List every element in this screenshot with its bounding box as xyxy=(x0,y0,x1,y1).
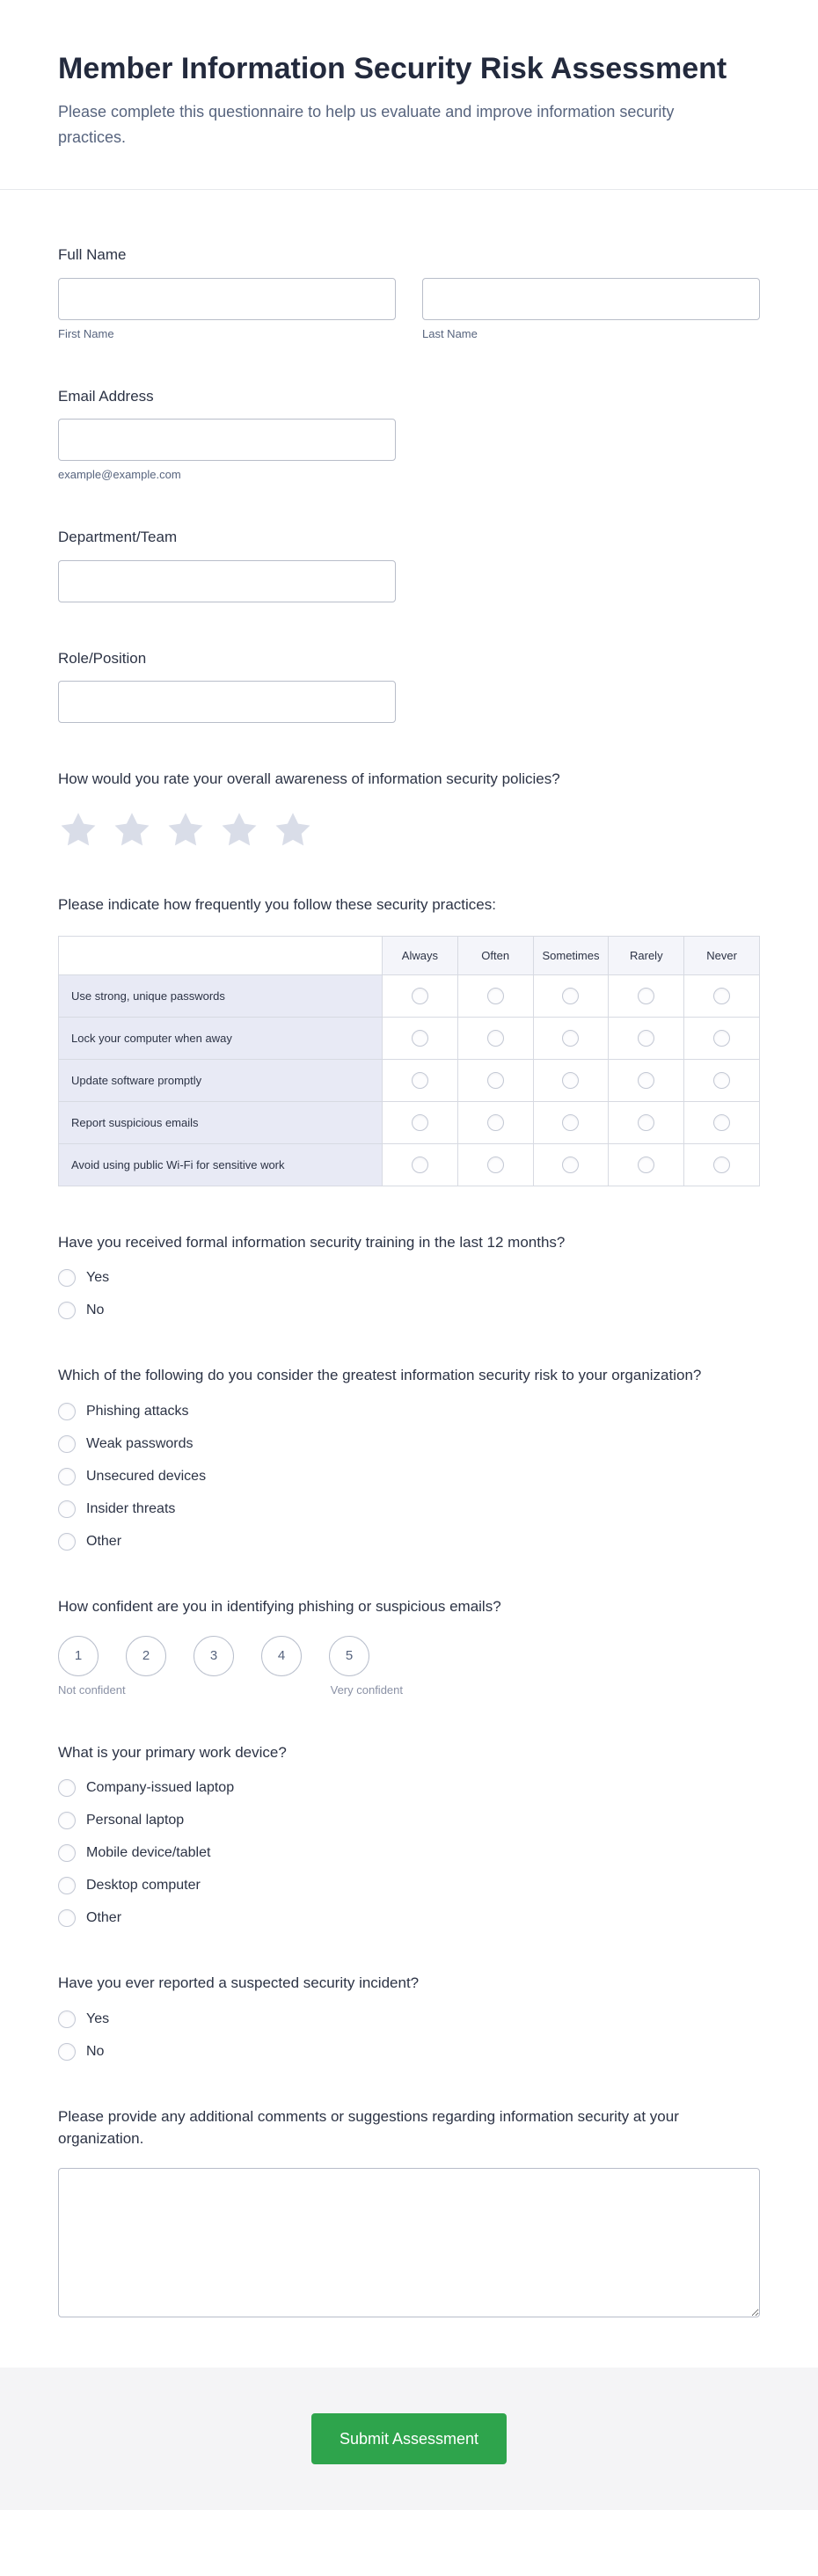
matrix-radio-cell[interactable] xyxy=(533,1059,609,1101)
first-name-input[interactable] xyxy=(58,278,396,320)
option-label: No xyxy=(86,1303,105,1318)
role-label: Role/Position xyxy=(58,649,147,667)
field-practices-matrix xyxy=(58,894,760,1186)
matrix-radio-cell[interactable] xyxy=(457,1017,533,1059)
radio-icon xyxy=(412,1072,428,1089)
practices-matrix-table xyxy=(58,936,760,1186)
field-email xyxy=(58,386,760,482)
option-label: Insider threats xyxy=(86,1501,176,1517)
radio-icon xyxy=(58,1435,76,1453)
option-label: No xyxy=(86,2043,105,2059)
radio-icon xyxy=(487,1157,504,1173)
radio-icon xyxy=(562,1030,579,1047)
field-phishing-confidence xyxy=(58,1596,760,1697)
greatest-risk-options xyxy=(58,1403,760,1551)
field-full-name xyxy=(58,244,760,340)
radio-icon xyxy=(562,1114,579,1131)
confidence-scale-labels xyxy=(58,1683,403,1697)
star-icon[interactable] xyxy=(273,810,313,849)
radio-icon xyxy=(562,1072,579,1089)
matrix-header-row xyxy=(59,936,760,974)
confidence-scale xyxy=(58,1636,375,1676)
matrix-radio-cell[interactable] xyxy=(684,1101,760,1143)
radio-icon xyxy=(638,1114,654,1131)
matrix-radio-cell[interactable] xyxy=(383,1059,458,1101)
radio-option[interactable] xyxy=(58,1269,760,1287)
field-incident-report xyxy=(58,1973,760,2061)
confidence-question: How confident are you in identifying phishing or suspicious emails? xyxy=(58,1598,501,1616)
radio-icon xyxy=(58,1877,76,1894)
radio-icon xyxy=(487,1114,504,1131)
option-label: Other xyxy=(86,1910,122,1926)
option-label: Phishing attacks xyxy=(86,1404,189,1419)
radio-icon xyxy=(58,1812,76,1829)
radio-icon xyxy=(58,1302,76,1319)
first-name-sublabel: First Name xyxy=(58,326,114,340)
matrix-row-label: Avoid using public Wi-Fi for sensitive work xyxy=(59,1143,383,1186)
matrix-row xyxy=(59,1017,760,1059)
scale-option-1[interactable]: 1 xyxy=(58,1636,99,1676)
field-primary-device xyxy=(58,1742,760,1928)
radio-icon xyxy=(638,1072,654,1089)
radio-icon xyxy=(58,1533,76,1551)
field-awareness-rating xyxy=(58,769,760,849)
radio-icon xyxy=(58,1844,76,1862)
greatest-risk-question: Which of the following do you consider the greatest information security risk to your organization? xyxy=(58,1367,702,1384)
field-greatest-risk xyxy=(58,1365,760,1551)
radio-icon xyxy=(58,2010,76,2028)
full-name-row xyxy=(58,278,760,340)
department-input[interactable] xyxy=(58,560,396,602)
radio-icon xyxy=(412,1157,428,1173)
primary-device-options xyxy=(58,1779,760,1927)
option-label: Weak passwords xyxy=(86,1436,194,1452)
last-name-input[interactable] xyxy=(422,278,760,320)
option-label: Company-issued laptop xyxy=(86,1780,235,1796)
radio-option[interactable] xyxy=(58,1403,760,1420)
radio-icon xyxy=(638,1030,654,1047)
matrix-row-label: Lock your computer when away xyxy=(59,1017,383,1059)
scale-option-5[interactable]: 5 xyxy=(329,1636,369,1676)
radio-icon xyxy=(412,988,428,1004)
radio-icon xyxy=(58,1468,76,1485)
field-department xyxy=(58,527,760,602)
matrix-radio-cell[interactable] xyxy=(383,974,458,1017)
matrix-column-header: Rarely xyxy=(609,936,684,974)
scale-right-label: Very confident xyxy=(330,1682,403,1697)
matrix-row xyxy=(59,1059,760,1101)
field-role xyxy=(58,648,760,724)
incident-question: Have you ever reported a suspected security incident? xyxy=(58,1974,420,1992)
radio-icon xyxy=(412,1114,428,1131)
radio-icon xyxy=(487,1072,504,1089)
matrix-radio-cell[interactable] xyxy=(609,1059,684,1101)
radio-option[interactable] xyxy=(58,1844,760,1862)
radio-icon xyxy=(713,1157,730,1173)
radio-option[interactable] xyxy=(58,1909,760,1927)
matrix-column-header: Sometimes xyxy=(533,936,609,974)
matrix-column-header: Often xyxy=(457,936,533,974)
matrix-row-label: Use strong, unique passwords xyxy=(59,974,383,1017)
radio-icon xyxy=(58,1500,76,1518)
radio-option[interactable] xyxy=(58,1468,760,1485)
matrix-radio-cell[interactable] xyxy=(684,1017,760,1059)
radio-option[interactable] xyxy=(58,1812,760,1829)
option-label: Yes xyxy=(86,1270,110,1286)
matrix-radio-cell[interactable] xyxy=(383,1101,458,1143)
radio-icon xyxy=(562,1157,579,1173)
radio-option[interactable] xyxy=(58,2010,760,2028)
matrix-radio-cell[interactable] xyxy=(533,1143,609,1186)
last-name-group xyxy=(422,278,760,340)
matrix-radio-cell[interactable] xyxy=(457,1101,533,1143)
email-input[interactable] xyxy=(58,419,396,461)
option-label: Other xyxy=(86,1534,122,1550)
star-icon[interactable] xyxy=(165,810,206,849)
radio-icon xyxy=(638,988,654,1004)
field-comments xyxy=(58,2106,760,2322)
department-label: Department/Team xyxy=(58,529,178,546)
radio-icon xyxy=(58,1403,76,1420)
field-training xyxy=(58,1232,760,1320)
matrix-radio-cell[interactable] xyxy=(684,974,760,1017)
scale-option-2[interactable]: 2 xyxy=(126,1636,166,1676)
star-icon[interactable] xyxy=(58,810,99,849)
star-icon[interactable] xyxy=(219,810,259,849)
role-input[interactable] xyxy=(58,681,396,723)
radio-option[interactable] xyxy=(58,1500,760,1518)
incident-options xyxy=(58,2010,760,2061)
scale-option-3[interactable]: 3 xyxy=(194,1636,234,1676)
form-title: Member Information Security Risk Assessment xyxy=(58,52,727,85)
comments-textarea[interactable] xyxy=(58,2168,760,2317)
radio-option[interactable] xyxy=(58,1533,760,1551)
matrix-radio-cell[interactable] xyxy=(533,1101,609,1143)
last-name-sublabel: Last Name xyxy=(422,326,478,340)
radio-option[interactable] xyxy=(58,2043,760,2061)
radio-option[interactable] xyxy=(58,1302,760,1319)
star-rating xyxy=(58,810,760,849)
option-label: Desktop computer xyxy=(86,1878,201,1894)
training-question: Have you received formal information security training in the last 12 months? xyxy=(58,1233,566,1251)
option-label: Yes xyxy=(86,2010,110,2026)
option-label: Mobile device/tablet xyxy=(86,1845,211,1861)
radio-icon xyxy=(713,1030,730,1047)
matrix-column-header: Never xyxy=(684,936,760,974)
submit-area xyxy=(0,2368,818,2510)
radio-icon xyxy=(58,2043,76,2061)
radio-icon xyxy=(58,1909,76,1927)
radio-icon xyxy=(487,1030,504,1047)
form-header xyxy=(0,0,818,190)
form-body xyxy=(0,244,818,2322)
matrix-radio-cell[interactable] xyxy=(383,1143,458,1186)
radio-icon xyxy=(412,1030,428,1047)
comments-question: Please provide any additional comments or suggestions regarding information security at your organization. xyxy=(58,2107,679,2147)
awareness-question: How would you rate your overall awareness of information security policies? xyxy=(58,770,560,788)
matrix-column-header: Always xyxy=(383,936,458,974)
form-subtitle: Please complete this questionnaire to help us evaluate and improve information security practices. xyxy=(58,103,675,147)
radio-icon xyxy=(713,1114,730,1131)
matrix-radio-cell[interactable] xyxy=(609,974,684,1017)
matrix-radio-cell[interactable] xyxy=(609,1101,684,1143)
matrix-radio-cell[interactable] xyxy=(457,1143,533,1186)
option-label: Unsecured devices xyxy=(86,1469,207,1485)
radio-icon xyxy=(58,1269,76,1287)
matrix-corner-cell xyxy=(59,936,383,974)
radio-icon xyxy=(562,988,579,1004)
matrix-radio-cell[interactable] xyxy=(383,1017,458,1059)
matrix-radio-cell[interactable] xyxy=(684,1059,760,1101)
radio-option[interactable] xyxy=(58,1877,760,1894)
matrix-question: Please indicate how frequently you follow these security practices: xyxy=(58,896,496,914)
matrix-row xyxy=(59,1143,760,1186)
matrix-radio-cell[interactable] xyxy=(684,1143,760,1186)
scale-option-4[interactable]: 4 xyxy=(261,1636,302,1676)
email-label: Email Address xyxy=(58,387,154,405)
matrix-radio-cell[interactable] xyxy=(533,974,609,1017)
matrix-radio-cell[interactable] xyxy=(457,1059,533,1101)
radio-icon xyxy=(713,1072,730,1089)
matrix-radio-cell[interactable] xyxy=(609,1143,684,1186)
radio-option[interactable] xyxy=(58,1435,760,1453)
first-name-group xyxy=(58,278,396,340)
matrix-row xyxy=(59,974,760,1017)
radio-icon xyxy=(713,988,730,1004)
option-label: Personal laptop xyxy=(86,1813,185,1828)
primary-device-question: What is your primary work device? xyxy=(58,1743,287,1761)
submit-button[interactable]: Submit Assessment xyxy=(311,2413,507,2464)
matrix-row-label: Update software promptly xyxy=(59,1059,383,1101)
radio-icon xyxy=(638,1157,654,1173)
radio-icon xyxy=(487,988,504,1004)
matrix-radio-cell[interactable] xyxy=(457,974,533,1017)
email-sublabel: example@example.com xyxy=(58,468,181,482)
radio-option[interactable] xyxy=(58,1779,760,1797)
matrix-row-label: Report suspicious emails xyxy=(59,1101,383,1143)
full-name-label: Full Name xyxy=(58,245,127,263)
training-options xyxy=(58,1269,760,1319)
matrix-radio-cell[interactable] xyxy=(533,1017,609,1059)
radio-icon xyxy=(58,1779,76,1797)
star-icon[interactable] xyxy=(112,810,152,849)
scale-left-label: Not confident xyxy=(58,1682,126,1697)
matrix-radio-cell[interactable] xyxy=(609,1017,684,1059)
matrix-row xyxy=(59,1101,760,1143)
